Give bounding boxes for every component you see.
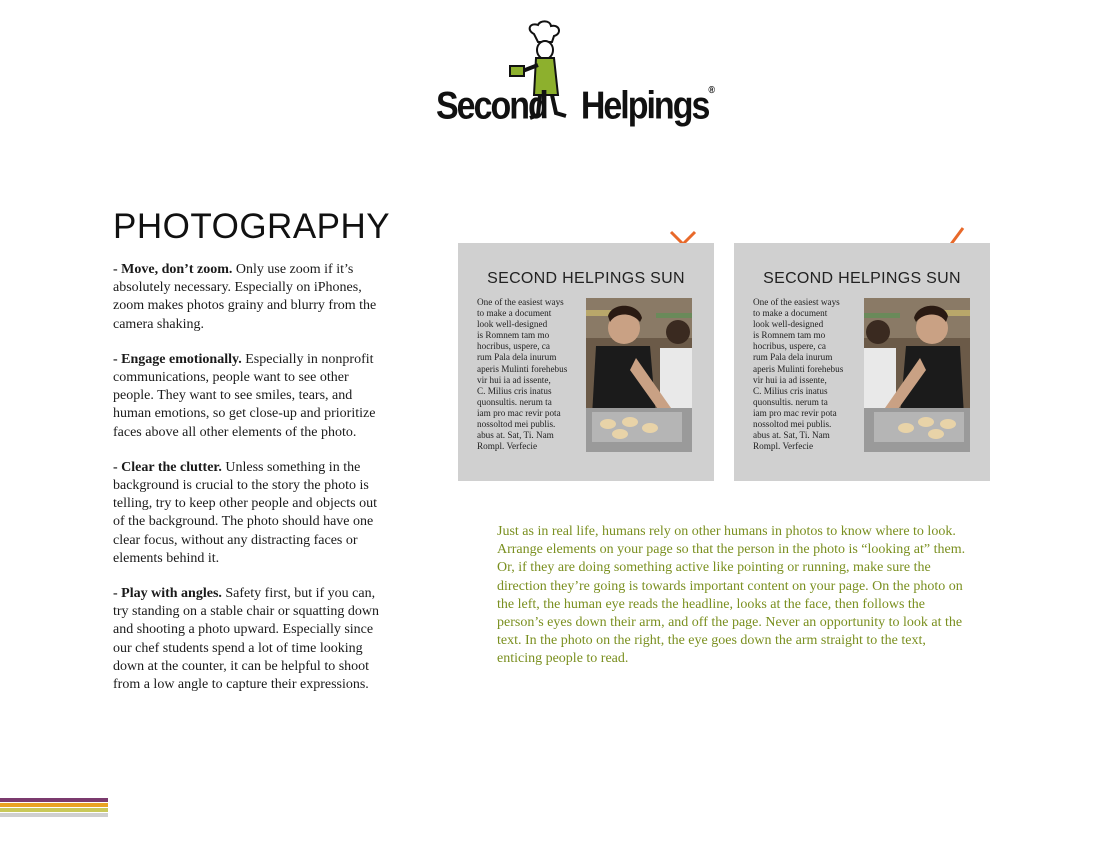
chef-student-photo [586, 298, 692, 452]
tip-move-dont-zoom [113, 261, 381, 334]
card-headline: SECOND HELPINGS SUN [763, 270, 961, 287]
example-card-right [734, 243, 990, 481]
tip-body: Especially in nonprofit communications, people want to see other people. They want to see smiles, tears, and human emotions, so get close-up and prioritize faces above all other elements of the photo. [113, 351, 376, 440]
logo-word-second: Second [436, 84, 547, 128]
stripe-orange [0, 803, 108, 807]
tip-body: Only use zoom if it’s absolutely necessary. Especially on iPhones, zoom makes photos grainy and blurry from the camera shaking. [113, 262, 377, 332]
tip-body: Unless something in the background is crucial to the story the photo is telling, try to keep other people and objects out of the background. The photo should have one clear focus, without any distracting faces or elements behind it. [113, 459, 377, 566]
logo-word-helpings: Helpings [580, 84, 709, 128]
card-body-text: One of the easiest ways to make a document look well-designed is Romnem tam mo hocribus, uspere, ca rum Pala dela inurum aperis Mulinti forehebus vir hui ia ad issente, C. Milius cris inatus quonsultis. nerum ta iam pro mac revir pota nossoltod mei publis. abus at. Sat, Ti. Nam Rompl. Verfecie [753, 297, 844, 452]
tips-list [113, 261, 381, 711]
card-headline: SECOND HELPINGS SUN [487, 270, 685, 287]
footer-color-stripes [0, 798, 108, 818]
example-caption: Just as in real life, humans rely on other humans in photos to know where to look. Arrange elements on your page so that the person in the photo is “looking at” them. Or, if they are doing something active like pointing or running, make sure the direction they’re going is towards important content on your page. On the photo on the left, the human eye reads the headline, looks at the face, then follows the person’s eyes down their arm, and off the page. Never an opportunity to look at the text. In the photo on the right, the eye goes down the arm straight to the text, enticing people to read. [497, 524, 966, 667]
stripe-gray [0, 813, 108, 817]
stripe-purple [0, 798, 108, 802]
second-helpings-logo [436, 20, 716, 128]
tip-heading: - Move, don’t zoom. [113, 262, 233, 277]
tip-play-with-angles [113, 585, 381, 694]
logo-wordmark [436, 84, 715, 129]
page-title: PHOTOGRAPHY [113, 207, 391, 246]
tip-clear-clutter [113, 459, 381, 568]
tip-body: Safety first, but if you can, try standing on a stable chair or squatting down and shooting a photo upward. Especially since our chef students spend a lot of time looking down at the counter, it can be helpful to shoot from a low angle to capture their expressions. [113, 586, 379, 693]
tip-heading: - Clear the clutter. [113, 459, 222, 475]
tip-heading: - Engage emotionally. [113, 351, 242, 367]
tip-heading: - Play with angles. [113, 586, 222, 602]
example-card-wrong [458, 243, 714, 481]
registered-mark: ® [708, 84, 716, 96]
tip-engage-emotionally [113, 351, 381, 442]
chef-student-photo-flipped [864, 298, 970, 452]
card-body-text: One of the easiest ways to make a document look well-designed is Romnem tam mo hocribus, uspere, ca rum Pala dela inurum aperis Mulinti forehebus vir hui ia ad issente, C. Milius cris inatus quonsultis. nerum ta iam pro mac revir pota nossoltod mei publis. abus at. Sat, Ti. Nam Rompl. Verfecie [477, 297, 568, 452]
stripe-yellow-green [0, 808, 108, 812]
